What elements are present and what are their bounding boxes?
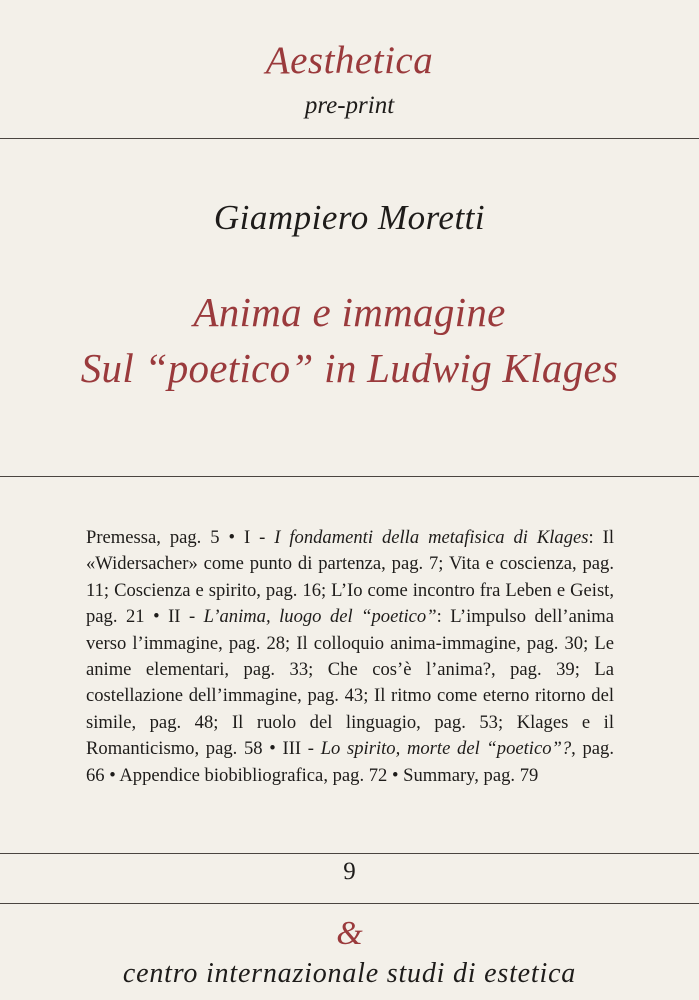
toc-text-2: : Il «Widersacher» come punto di partenza, pag. 7; Vita e coscienza, pag. 11; Coscienza e spirito, pag. 16; L’Io come incontro fra Leben e Geist, pag. 21 • II - xyxy=(86,527,614,628)
publisher-name: centro internazionale studi di estetica xyxy=(122,958,577,989)
series-title: Aesthetica xyxy=(265,39,434,82)
toc-text-4: , pag. 66 • Appendice biobibliografica, pag. 72 • Summary, pag. 79 xyxy=(86,738,615,786)
toc-text-1: Premessa, pag. 5 • I - xyxy=(86,527,275,548)
toc-chapter-3: Lo spirito, morte del “poetico”? xyxy=(320,738,572,760)
issue-rule-top xyxy=(0,853,699,854)
top-rule xyxy=(0,138,699,139)
table-of-contents xyxy=(86,525,614,789)
publisher-emblem-icon: & xyxy=(336,915,363,952)
toc-chapter-1: I fondamenti della metafisica di Klages xyxy=(274,527,589,548)
book-title-line2: Sul “poetico” in Ludwig Klages xyxy=(80,345,619,391)
author-name: Giampiero Moretti xyxy=(213,198,486,237)
series-subtitle: pre-print xyxy=(304,92,395,119)
issue-number: 9 xyxy=(343,858,356,885)
middle-rule xyxy=(0,476,699,477)
toc-text-3: : L’impulso dell’anima verso l’immagine, pag. 28; Il colloquio anima-immagine, pag. 30; Le anime elementari, pag. 33; Che cos’è l’anima?, pag. 39; La costellazione dell’immagine, pag. 43; Il ritmo come eterno ritorno del simile, pag. 48; Il ruolo del linguagio, pag. 53; Klages e il Romanticismo, pag. 58 • III - xyxy=(86,606,614,760)
issue-rule-bottom xyxy=(0,903,699,904)
book-title-line1: Anima e immagine xyxy=(193,289,506,335)
toc-chapter-2: L’anima, luogo del “poetico” xyxy=(203,606,437,628)
